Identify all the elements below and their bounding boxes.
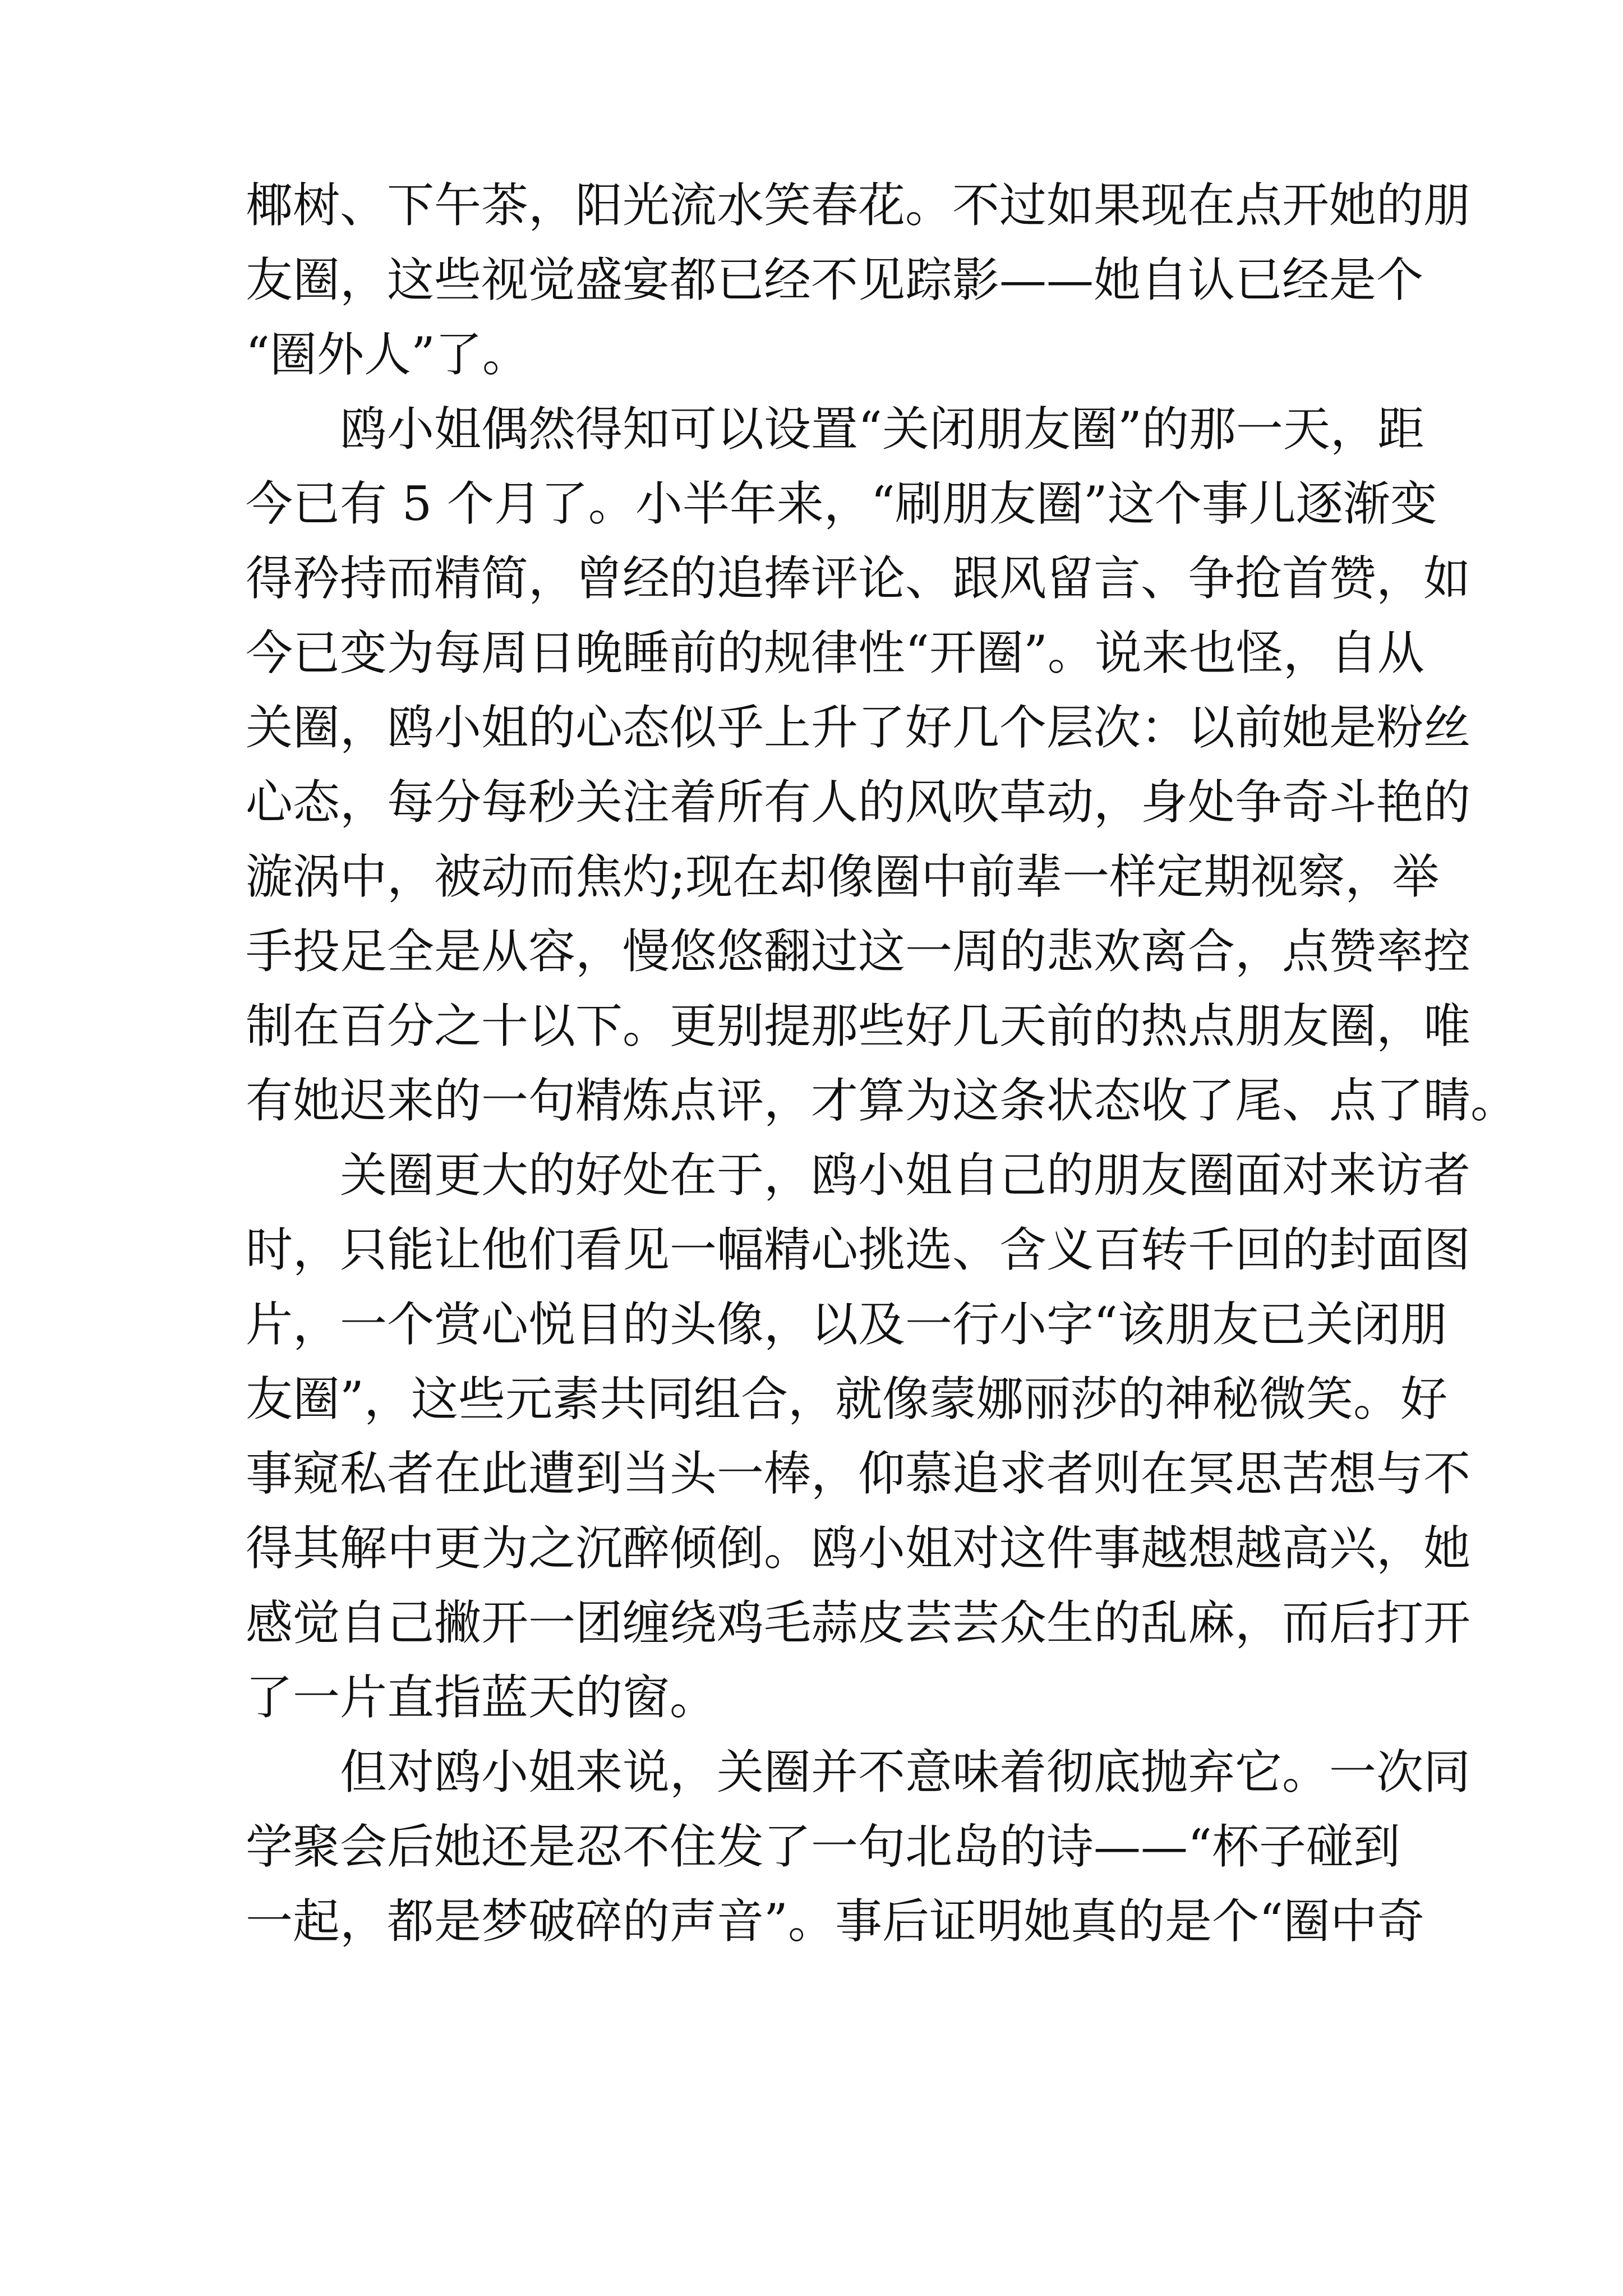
text-line: 鸥小姐偶然得知可以设置“关闭朋友圈”的那一天，距: [340, 402, 1424, 457]
text-line: 友圈，这些视觉盛宴都已经不见踪影——她自认已经是个: [246, 252, 1424, 307]
text-line: 学聚会后她还是忍不住发了一句北岛的诗——“杯子碰到: [246, 1819, 1400, 1874]
text-line: 得其解中更为之沉醉倾倒。鸥小姐对这件事越想越高兴，她: [246, 1521, 1471, 1576]
text-line: 但对鸥小姐来说，关圈并不意味着彻底抛弃它。一次同: [340, 1745, 1471, 1800]
text-line: “圈外人”了。: [246, 327, 529, 382]
text-line: 事窥私者在此遭到当头一棒，仰慕追求者则在冥思苦想与不: [246, 1446, 1471, 1501]
text-line: 一起，都是梦破碎的声音”。事后证明她真的是个“圈中奇: [246, 1894, 1424, 1949]
text-line: 心态，每分每秒关注着所有人的风吹草动，身处争奇斗艳的: [246, 775, 1471, 830]
text-line: 得矜持而精简，曾经的追捧评论、跟风留言、争抢首赞，如: [246, 551, 1471, 606]
text-line: 片，一个赏心悦目的头像，以及一行小字“该朋友已关闭朋: [246, 1297, 1447, 1352]
text-line: 感觉自己撇开一团缠绕鸡毛蒜皮芸芸众生的乱麻，而后打开: [246, 1595, 1471, 1650]
text-line: 漩涡中，被动而焦灼;现在却像圈中前辈一样定期视察，举: [246, 849, 1440, 904]
text-line: 今已有 5 个月了。小半年来，“刷朋友圈”这个事儿逐渐变: [246, 476, 1437, 531]
text-line: 椰树、下午茶，阳光流水笑春花。不过如果现在点开她的朋: [246, 178, 1471, 233]
text-line: 今已变为每周日晚睡前的规律性“开圈”。说来也怪，自从: [246, 625, 1424, 680]
text-line: 有她迟来的一句精炼点评，才算为这条状态收了尾、点了睛。: [246, 1073, 1518, 1128]
text-line: 制在百分之十以下。更别提那些好几天前的热点朋友圈，唯: [246, 999, 1471, 1053]
text-line: 关圈更大的好处在于，鸥小姐自己的朋友圈面对来访者: [340, 1148, 1471, 1203]
text-line: 手投足全是从容，慢悠悠翻过这一周的悲欢离合，点赞率控: [246, 924, 1471, 979]
text-line: 了一片直指蓝天的窗。: [246, 1670, 717, 1725]
text-line: 友圈”，这些元素共同组合，就像蒙娜丽莎的神秘微笑。好: [246, 1372, 1447, 1427]
article-body: [246, 174, 1518, 1964]
text-line: 时，只能让他们看见一幅精心挑选、含义百转千回的封面图: [246, 1222, 1471, 1277]
text-line: 关圈，鸥小姐的心态似乎上升了好几个层次：以前她是粉丝: [246, 700, 1471, 755]
